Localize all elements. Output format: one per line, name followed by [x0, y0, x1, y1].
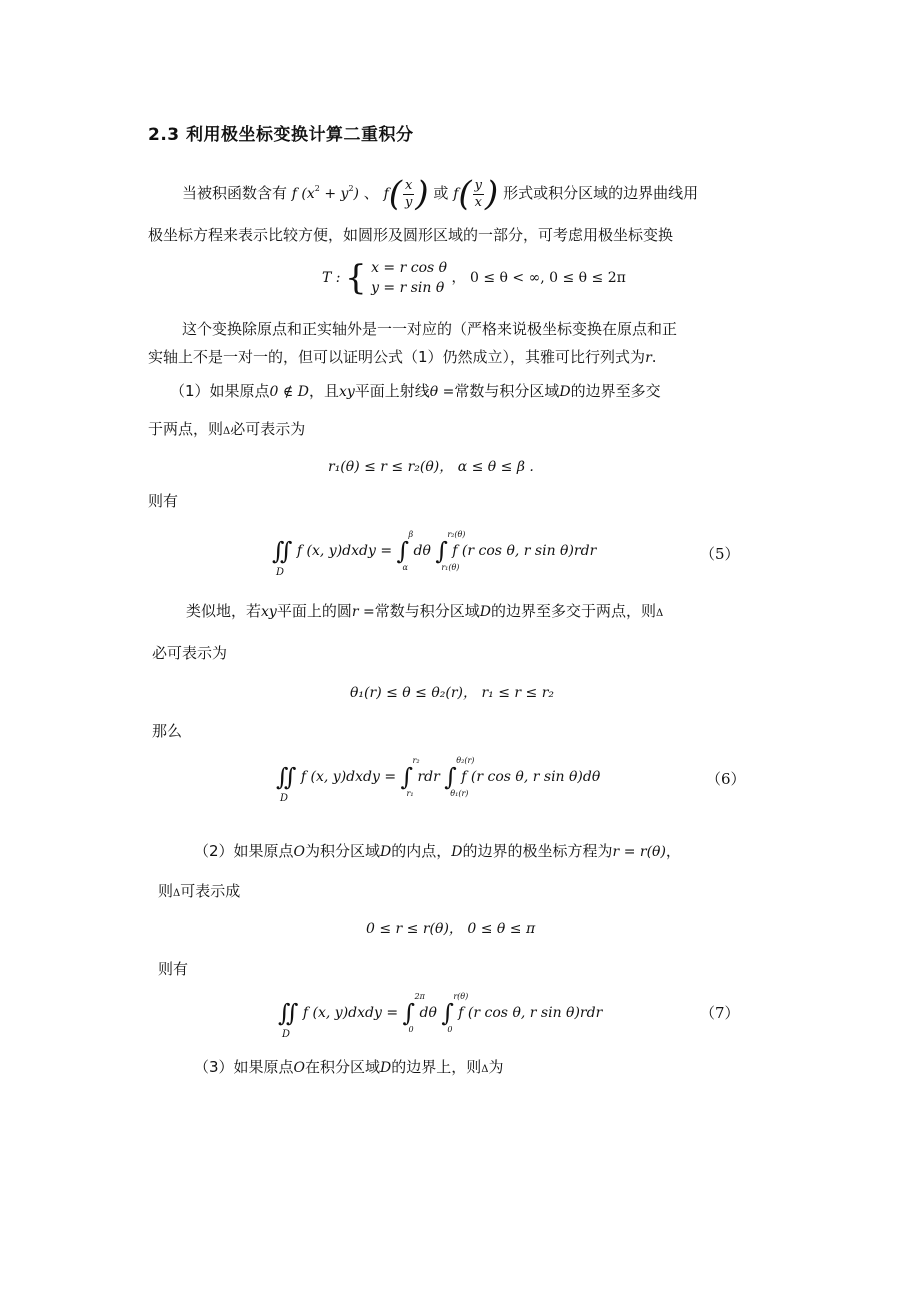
math-f-y-over-x: f( $\frac{y}{x}$ ) — [453, 174, 499, 214]
lower-limit: 0 — [408, 1025, 414, 1034]
case-2-line-2 — [158, 880, 240, 905]
eq-mid: rdr — [417, 769, 440, 785]
upper-limit: β — [408, 530, 414, 539]
case-1-then: 则有 — [148, 492, 179, 510]
text: 的内点， — [391, 842, 452, 860]
math-delta: Δ — [223, 426, 231, 437]
case-1-line-2 — [148, 418, 305, 443]
math-delta: Δ — [173, 888, 181, 899]
text: 在积分区域 — [305, 1058, 381, 1076]
eq-rhs: f (r cos θ, r sin θ)rdr — [452, 543, 597, 559]
equation-5 — [272, 530, 597, 578]
integral-outer: ∫ 2π 0 — [402, 992, 425, 1034]
eq-lhs: f (x, y)dxdy = — [296, 543, 393, 559]
math-f-x2-y2: f $(x^2 + y^2)$ — [291, 184, 359, 202]
text: 平面上的圆 — [276, 602, 352, 620]
region-label: D — [282, 1029, 291, 1040]
upper-limit: r(θ) — [453, 992, 469, 1001]
case-1b-then: 那么 — [152, 722, 183, 740]
text: （2）如果原点 — [194, 842, 294, 860]
double-integral: ∬ D — [278, 999, 299, 1040]
text: 于两点，则 — [148, 420, 224, 438]
text: 实轴上不是一对一的，但可以证明公式（1）仍然成立），其雅可比行列式为 — [148, 348, 646, 366]
polar-transform — [322, 258, 626, 298]
text: 的边界至多交 — [570, 382, 661, 400]
math: D — [479, 604, 491, 620]
case-1-inequality: r₁(θ) ≤ r ≤ r₂(θ)， α ≤ θ ≤ β . — [328, 459, 534, 475]
upper-limit: r₂(θ) — [447, 530, 466, 539]
text: ， — [665, 842, 681, 860]
upper-limit: θ₂(r) — [456, 756, 475, 765]
text: 当被积函数含有 — [182, 184, 288, 202]
math: xy — [261, 604, 277, 620]
text: . — [651, 348, 657, 366]
lower-limit: α — [402, 563, 408, 572]
eq-lhs: f (x, y)dxdy = — [302, 1005, 399, 1021]
text: 为 — [488, 1058, 504, 1076]
text: （3）如果原点 — [194, 1058, 294, 1076]
math-delta: Δ — [481, 1064, 489, 1075]
transform-label: T : — [322, 270, 341, 286]
paragraph-1-line-2: 极坐标方程来表示比较方便，如圆形及圆形区域的一部分，可考虑用极坐标变换 — [148, 226, 674, 244]
eq-lhs: f (x, y)dxdy = — [300, 769, 397, 785]
text: 、 — [363, 184, 379, 202]
region-label: D — [280, 793, 289, 804]
case-2-line-1 — [194, 840, 681, 863]
integral-inner: ∫ r₂(θ) r₁(θ) — [435, 530, 466, 572]
eq-rhs: f (r cos θ, r sin θ)dθ — [461, 769, 601, 785]
case-2-inequality: 0 ≤ r ≤ r(θ)， 0 ≤ θ ≤ π — [366, 921, 536, 937]
section-heading: 2.3 利用极坐标变换计算二重积分 — [148, 125, 414, 145]
case-1-line-1 — [170, 380, 661, 403]
math: D — [451, 844, 463, 860]
paragraph-2-line-1: 这个变换除原点和正实轴外是一一对应的（严格来说极坐标变换在原点和正 — [182, 320, 678, 338]
transform-x: x = r cos θ — [371, 260, 448, 276]
paragraph-2-line-2 — [148, 346, 657, 369]
case-2-then: 则有 — [158, 960, 189, 978]
equation-number-7: （7） — [700, 1004, 740, 1022]
lower-limit: θ₁(r) — [450, 789, 469, 798]
double-integral: ∬ D — [272, 537, 293, 578]
math-delta: Δ — [655, 608, 664, 619]
lower-limit: 0 — [447, 1025, 453, 1034]
text: 为积分区域 — [305, 842, 381, 860]
text: （1）如果原点 — [170, 382, 270, 400]
math: 0 ∉ D — [269, 384, 309, 400]
math: xy — [338, 384, 355, 400]
equation-number-5: （5） — [700, 545, 740, 563]
lower-limit: r₁(θ) — [441, 563, 460, 572]
equation-6 — [276, 756, 601, 804]
text: 的边界的极坐标方程为 — [462, 842, 613, 860]
case-3-line-1 — [194, 1056, 504, 1081]
upper-limit: r₂ — [412, 756, 420, 765]
integral-inner: ∫ r(θ) 0 — [441, 992, 469, 1034]
text: 常数与积分区域 — [454, 382, 560, 400]
math-f-x-over-y: f( $\frac{x}{y}$ ) — [383, 174, 429, 214]
eq-rhs: f (r cos θ, r sin θ)rdr — [458, 1005, 603, 1021]
text: 形式或积分区域的边界曲线用 — [503, 184, 699, 202]
integral-outer: ∫ β α — [396, 530, 414, 572]
equation-number-6: （6） — [706, 770, 746, 788]
transform-y: y = r sin θ — [371, 280, 445, 296]
case-1b-line-1 — [186, 600, 663, 625]
text: 平面上射线 — [354, 382, 430, 400]
eq-mid: dθ — [413, 543, 431, 559]
text: ，且 — [308, 382, 339, 400]
region-label: D — [276, 567, 285, 578]
lower-limit: r₁ — [406, 789, 414, 798]
text: 类似地，若 — [186, 602, 262, 620]
math: θ = — [429, 384, 455, 400]
integral-outer: ∫ r₂ r₁ — [400, 756, 420, 798]
math: D — [559, 384, 571, 400]
math: O — [293, 844, 306, 860]
left-brace: { — [344, 258, 367, 298]
upper-limit: 2π — [414, 992, 425, 1001]
text: 的边界上，则 — [391, 1058, 482, 1076]
math: D — [380, 844, 392, 860]
paragraph-1-line-1 — [182, 172, 699, 214]
transform-range: ， 0 ≤ θ < ∞, 0 ≤ θ ≤ 2π — [451, 270, 626, 286]
math: O — [293, 1060, 306, 1076]
case-1b-inequality: θ₁(r) ≤ θ ≤ θ₂(r)， r₁ ≤ r ≤ r₂ — [350, 685, 555, 701]
math: D — [380, 1060, 392, 1076]
text: 的边界至多交于两点，则 — [490, 602, 656, 620]
math: r = — [351, 604, 375, 620]
case-1b-line-2: 必可表示为 — [152, 644, 228, 662]
text: 则 — [158, 882, 174, 900]
text: 或 — [433, 184, 449, 202]
text: 必可表示为 — [230, 420, 306, 438]
text: 常数与积分区域 — [374, 602, 480, 620]
equation-7 — [278, 992, 603, 1040]
double-integral: ∬ D — [276, 763, 297, 804]
integral-inner: ∫ θ₂(r) θ₁(r) — [444, 756, 475, 798]
text: 可表示成 — [180, 882, 241, 900]
math-r: r — [645, 350, 652, 366]
eq-mid: dθ — [419, 1005, 437, 1021]
math: r = r(θ) — [612, 844, 666, 860]
